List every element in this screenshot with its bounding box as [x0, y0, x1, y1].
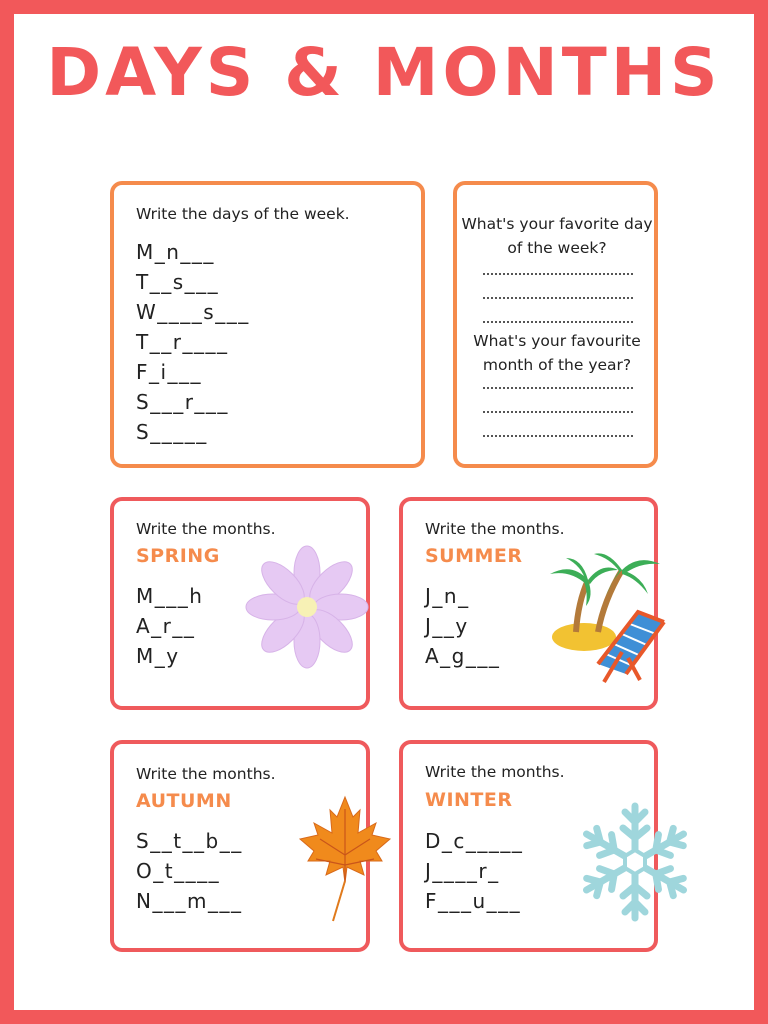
- winter-prompt: Write the months.: [425, 763, 565, 781]
- summer-prompt: Write the months.: [425, 520, 565, 538]
- answer-line-3[interactable]: [483, 321, 633, 323]
- summer-item-1: J_n_: [425, 584, 470, 608]
- day-item-4: T__r____: [136, 330, 229, 354]
- summer-label: SUMMER: [425, 545, 523, 567]
- day-item-6: S___r___: [136, 390, 229, 414]
- summer-item-2: J__y: [425, 614, 469, 638]
- answer-line-6[interactable]: [483, 435, 633, 437]
- winter-item-2: J____r_: [425, 859, 500, 883]
- day-item-5: F_i___: [136, 360, 203, 384]
- favorite-day-question: What's your favorite day of the week?: [461, 215, 653, 257]
- winter-item-3: F___u___: [425, 889, 522, 913]
- day-item-1: M_n___: [136, 240, 215, 264]
- snowflake-icon: [577, 800, 693, 924]
- days-card: [110, 181, 425, 468]
- maple-leaf-icon: [298, 795, 392, 923]
- answer-line-1[interactable]: [483, 273, 633, 275]
- favorite-card: [453, 181, 658, 468]
- autumn-item-3: N___m___: [136, 889, 243, 913]
- spring-prompt: Write the months.: [136, 520, 276, 538]
- summer-item-3: A_g___: [425, 644, 501, 668]
- autumn-prompt: Write the months.: [136, 765, 276, 783]
- answer-line-5[interactable]: [483, 411, 633, 413]
- palm-island-icon: [542, 540, 670, 688]
- autumn-item-1: S__t__b__: [136, 829, 243, 853]
- spring-label: SPRING: [136, 545, 220, 567]
- answer-line-2[interactable]: [483, 297, 633, 299]
- page-title: DAYS & MONTHS: [46, 34, 722, 111]
- days-prompt: Write the days of the week.: [136, 205, 350, 223]
- spring-item-3: M_y: [136, 644, 180, 668]
- spring-item-1: M___h: [136, 584, 204, 608]
- day-item-3: W____s___: [136, 300, 250, 324]
- spring-item-2: A_r__: [136, 614, 196, 638]
- autumn-item-2: O_t____: [136, 859, 221, 883]
- autumn-label: AUTUMN: [136, 790, 232, 812]
- winter-item-1: D_c_____: [425, 829, 524, 853]
- day-item-7: S_____: [136, 420, 208, 444]
- favorite-month-question: What's your favourite month of the year?: [473, 332, 641, 374]
- day-item-2: T__s___: [136, 270, 220, 294]
- flower-icon: [245, 548, 369, 666]
- winter-label: WINTER: [425, 789, 513, 811]
- answer-line-4[interactable]: [483, 387, 633, 389]
